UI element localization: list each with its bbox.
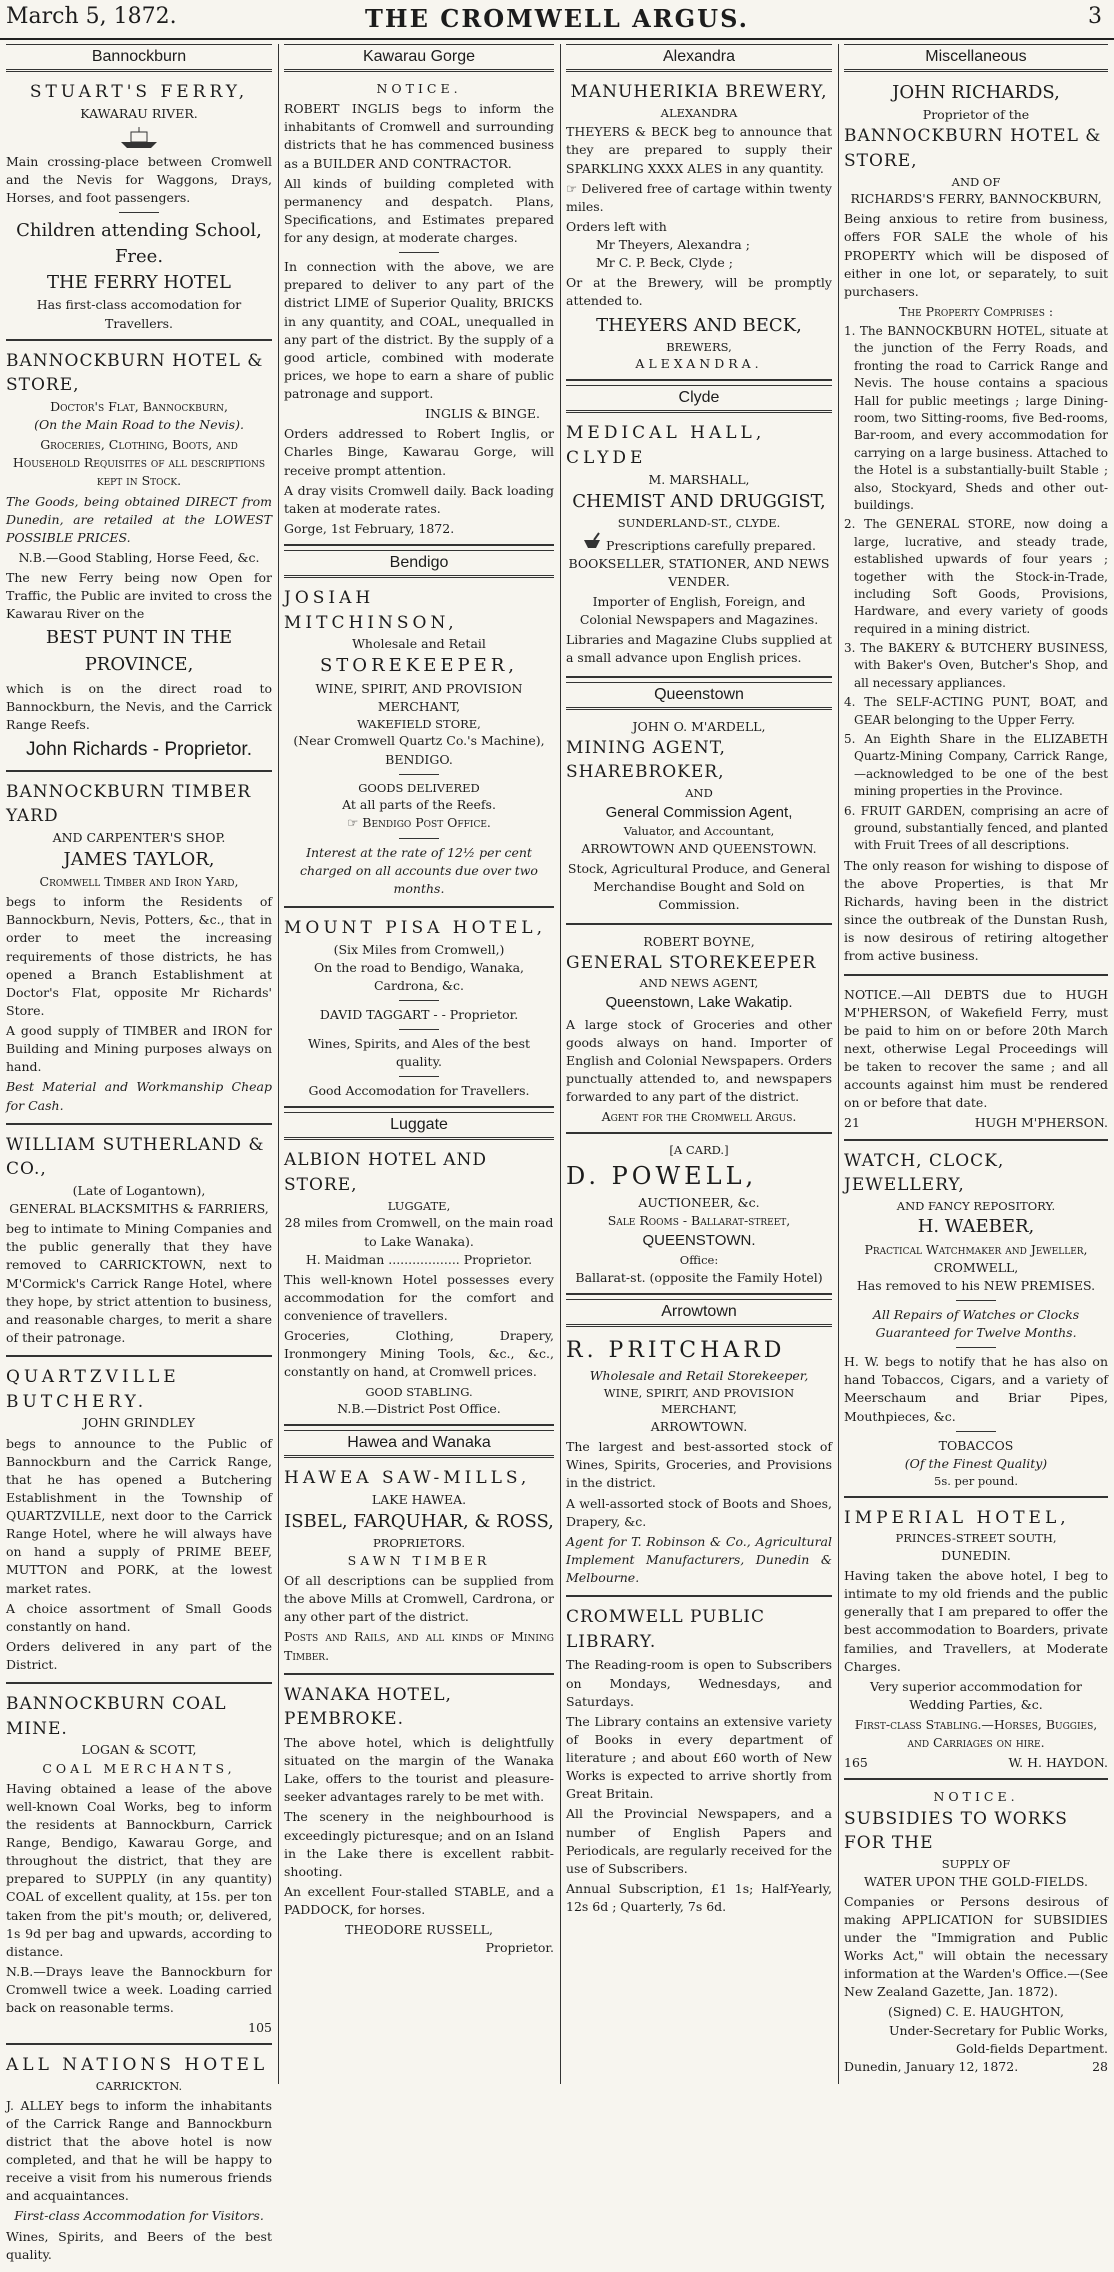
ad-number: 165 [844, 1755, 868, 1771]
masthead-title: THE CROMWELL ARGUS. [365, 4, 749, 33]
ad-number: 105 [248, 2020, 272, 2036]
ad-text: PRINCES-STREET SOUTH, [895, 1531, 1057, 1546]
ad-text: Main crossing-place between Cromwell and the Nevis for Waggons, Drays, Horses, and foot passengers. [6, 153, 272, 206]
ad-heading: NOTICE. [376, 81, 462, 96]
ad-text: The new Ferry being now Open for Traffic, the Public are invited to cross the Kawarau River on the [6, 570, 272, 622]
divider [956, 1300, 996, 1301]
list-item: 5. An Eighth Share in the ELIZABETH Quartz-Mining Company, Carrick Range,—acknowledged to be one of the best mining properties in the Province. [844, 732, 1108, 799]
ad-text: Libraries and Magazine Clubs supplied at a small advance upon English prices. [566, 632, 832, 666]
ad-title: BANNOCKBURN HOTEL & STORE, [844, 126, 1102, 171]
divider [956, 1431, 996, 1432]
ad-text: H. W. begs to notify that he has also on hand Tobaccos, Cigars, and a variety of Meerschaum and Briar Pipes, Mouthpieces, &c. [844, 1354, 1108, 1424]
ad-text: 28 miles from Cromwell, on the main road to Lake Wanaka). [284, 1215, 554, 1249]
ad-imperial-hotel [844, 1502, 1108, 1781]
ad-text: ARROWTOWN AND QUEENSTOWN. [581, 841, 817, 856]
ad-title: ALBION HOTEL AND STORE, [284, 1150, 487, 1196]
ad-text: DUNEDIN. [941, 1547, 1011, 1563]
section-header-arrowtown: Arrowtown [566, 1299, 832, 1327]
ad-title: STUART'S FERRY, [29, 82, 249, 102]
masthead [0, 0, 1114, 40]
ad-title: BANNOCKBURN HOTEL & STORE, [6, 350, 264, 396]
divider [399, 1029, 439, 1030]
ad-text: A large stock of Groceries and other goods always on hand. Importer of English and Colonial Newspapers. Orders punctually attended to, and newspapers forwarded to any part of the district. [566, 1016, 832, 1105]
ad-text: BEST PUNT IN THE PROVINCE, [45, 627, 233, 675]
ad-text: A well-assorted stock of Boots and Shoes, Drapery, &c. [566, 1495, 832, 1529]
ad-waeber-watchmaker [844, 1145, 1108, 1498]
divider [399, 1076, 439, 1077]
ad-text: SUNDERLAND-ST., CLYDE. [617, 515, 781, 530]
ad-text: Of all descriptions can be supplied from the above Mills at Cromwell, Cardrona, or any other part of the district. [284, 1573, 554, 1625]
ad-subtitle: (Six Miles from Cromwell,) [333, 941, 505, 957]
ad-text: Prescriptions carefully prepared. [606, 537, 816, 553]
ad-text: The largest and best-assorted stock of Wines, Spirits, Groceries, and Provisions in the district. [566, 1439, 832, 1491]
ad-text: First-class Stabling.—Horses, Buggies, and Carriages on hire. [854, 1717, 1098, 1751]
ad-footer [844, 2058, 1108, 2076]
ad-coal-mine [6, 1688, 272, 2045]
ad-text: AUCTIONEER, &c. [638, 1194, 760, 1210]
ad-text: AND FANCY REPOSITORY. [896, 1198, 1056, 1213]
ad-text: TOBACCOS [938, 1437, 1014, 1453]
ad-text: A good supply of TIMBER and IRON for Building and Mining purposes always on hand. [6, 1023, 272, 1075]
ad-text: WATER UPON THE GOLD-FIELDS. [863, 1873, 1089, 1889]
ad-text: WAKEFIELD STORE, [357, 716, 481, 731]
ad-text: ARROWTOWN. [650, 1419, 748, 1435]
ad-place: LUGGATE, [387, 1198, 451, 1213]
ad-text: ROBERT INGLIS begs to inform the inhabitants of Cromwell and surrounding districts that he has commenced business as a BUILDER AND CONTRACTOR. [284, 101, 554, 171]
ad-text: Or at the Brewery, will be promptly attended to. [566, 275, 832, 309]
ad-text: N.B.—Drays leave the Bannockburn for Cromwell twice a week. Loading carried back on reasonable terms. [6, 1963, 272, 2016]
ad-title: QUARTZVILLE BUTCHERY. [6, 1367, 180, 1412]
list-item: 6. FRUIT GARDEN, comprising an acre of ground, substantially fenced, and planted with Fruit Trees of all descriptions. [844, 803, 1108, 853]
ad-text: Cromwell Timber and Iron Yard, [39, 874, 239, 890]
ad-mitchinson [284, 582, 554, 908]
ad-name: LOGAN & SCOTT, [81, 1742, 197, 1758]
ad-place: CARRICKTON. [95, 2079, 183, 2094]
ad-place: ALEXANDRA [660, 105, 738, 120]
ad-text: The above hotel, which is delightfully situated on the margin of the Wanaka Lake, offers to the tourist and pleasure-seeker advantages rarely to be met with. [284, 1734, 554, 1805]
ad-stuarts-ferry [6, 76, 272, 341]
ad-subsidies-notice [844, 1784, 1108, 2081]
ad-text: Practical Watchmaker and Jeweller, [864, 1241, 1088, 1257]
ad-text: N.B.—Good Stabling, Horse Feed, &c. [18, 549, 260, 565]
column-1 [0, 44, 278, 2262]
ad-text: Interest at the rate of 12½ per cent charged on all accounts due over two months. [300, 844, 538, 896]
ad-title: WANAKA HOTEL, PEMBROKE. [284, 1684, 452, 1730]
ad-text: On the road to Bendigo, Wanaka, Cardrona, &c. [314, 959, 524, 993]
ad-text: Importer of English, Foreign, and Colonial Newspapers and Magazines. [579, 594, 819, 628]
ad-text: Orders delivered in any part of the District. [6, 1638, 272, 1672]
ad-wanaka-hotel [284, 1679, 554, 1964]
ad-name: M. MARSHALL, [648, 471, 750, 487]
ad-place: LAKE HAWEA. [371, 1492, 467, 1507]
ad-text: Children attending School, Free. [16, 220, 262, 268]
ad-cromwell-library [566, 1601, 832, 1924]
ad-title: R. PRITCHARD [566, 1337, 786, 1363]
ad-text: Under-Secretary for Public Works, [888, 2022, 1108, 2038]
ad-name: ROBERT BOYNE, [643, 933, 755, 949]
section-header-bendigo: Bendigo [284, 550, 554, 578]
ad-text: An excellent Four-stalled STABLE, and a PADDOCK, for horses. [284, 1883, 554, 1918]
ad-text: The Reading-room is open to Subscribers on Mondays, Wednesdays, and Saturdays. [566, 1657, 832, 1709]
ad-text: GOODS DELIVERED [358, 780, 480, 795]
ad-title: MEDICAL HALL, CLYDE [566, 423, 766, 469]
ad-text: The Property Comprises : [898, 303, 1054, 319]
ad-text: First-class Accommodation for Visitors. [14, 2208, 264, 2224]
section-header-queenstown: Queenstown [566, 682, 832, 710]
section-header-bannockburn: Bannockburn [6, 44, 272, 72]
ad-text: Good Accomodation for Travellers. [308, 1083, 530, 1099]
ad-text: The only reason for wishing to dispose of the above Properties, is that Mr Richards, having been in the district since the outbreak of the Dunstan Rush, is now desirous of retiring altogether from active business. [844, 857, 1108, 964]
ad-title: MOUNT PISA HOTEL, [284, 917, 546, 938]
ad-text: (Near Cromwell Quartz Co.'s Machine), [293, 733, 545, 749]
ad-subtitle: Wholesale and Retail [352, 636, 486, 652]
pointing-hand-icon: ☞ [566, 180, 578, 196]
ad-text: (On the Main Road to the Nevis). [34, 417, 244, 433]
ad-text: A choice assortment of Small Goods constantly on hand. [6, 1600, 272, 1634]
ad-text: AND [685, 785, 713, 800]
ad-signature: INGLIS & BINGE. [425, 406, 540, 422]
ad-mount-pisa-hotel [284, 912, 554, 1109]
ad-title: SUBSIDIES TO WORKS FOR THE [844, 1808, 1068, 1854]
ad-title: WILLIAM SUTHERLAND & CO., [6, 1134, 265, 1180]
ad-signature: W. H. HAYDON. [1008, 1755, 1108, 1771]
ad-text: NOTICE.—All DEBTS due to HUGH M'PHERSON, of Wakefield Ferry, must be paid to him on or before 20th March next, otherwise Legal Proceedings will be taken to recover the same ; and all accounts against him must be rendered on or before that date. [844, 986, 1108, 1111]
section-header-alexandra: Alexandra [566, 44, 832, 72]
pointing-hand-icon: ☞ [347, 815, 359, 831]
divider [399, 1000, 439, 1001]
ad-text: BOOKSELLER, STATIONER, AND NEWS VENDER. [568, 555, 830, 589]
ad-text: Delivered free of cartage within twenty miles. [566, 180, 832, 214]
ad-text: STOREKEEPER, [319, 655, 519, 677]
ad-signature: THEYERS AND BECK, [596, 314, 802, 336]
mortar-pestle-icon [582, 532, 602, 550]
ad-text: QUEENSTOWN. [642, 1232, 756, 1250]
ad-mcardell [566, 714, 832, 925]
ad-text: Ballarat-st. (opposite the Family Hotel) [575, 1269, 823, 1285]
ad-text: J. ALLEY begs to inform the inhabitants of the Carrick Range and Bannockburn district that the above hotel is now completed, and that he will be happy to receive a visit from his numerous friends and acquaintances. [6, 2097, 272, 2204]
ad-text: H. Maidman .................. Proprietor. [305, 1251, 533, 1267]
divider [399, 774, 439, 775]
ad-text: RICHARDS'S FERRY, BANNOCKBURN, [850, 191, 1102, 207]
ad-date: Gorge, 1st February, 1872. [284, 520, 455, 536]
ad-text: COAL MERCHANTS, [42, 1760, 236, 1776]
ad-text: Agent for the Cromwell Argus. [601, 1109, 797, 1125]
property-list [844, 323, 1108, 855]
ad-title: ALL NATIONS HOTEL [6, 2055, 269, 2076]
ad-text [284, 814, 554, 832]
ad-text: This well-known Hotel possesses every accommodation for the comfort and convenience of travellers. [284, 1271, 554, 1324]
ad-text: Groceries, Clothing, Drapery, Ironmongery Mining Tools, &c., &c., constantly on hand, at Cromwell prices. [284, 1328, 554, 1380]
ad-inglis-notice [284, 76, 554, 546]
ad-text: Annual Subscription, £1 1s; Half-Yearly, 12s 6d ; Quarterly, 7s 6d. [566, 1880, 832, 1915]
ad-text: Best Material and Workmanship Cheap for Cash. [6, 1079, 272, 1113]
ad-text: AND OF [951, 174, 1001, 189]
ad-text: Proprietor. [485, 1940, 554, 1956]
ad-all-nations-hotel [6, 2049, 272, 2271]
ad-text [566, 180, 832, 216]
ad-signature: John Richards - Proprietor. [26, 739, 252, 761]
ad-pritchard [566, 1331, 832, 1597]
ad-text: [A CARD.] [669, 1143, 729, 1158]
section-header-hawea: Hawea and Wanaka [284, 1430, 554, 1458]
column-4 [838, 44, 1114, 2084]
ad-name: JAMES TAYLOR, [63, 848, 215, 870]
ad-text: Very superior accommodation for Wedding Parties, &c. [870, 1678, 1082, 1712]
ad-title: BANNOCKBURN TIMBER YARD [6, 781, 252, 827]
ad-name: H. WAEBER, [917, 1216, 1035, 1238]
ad-title: MINING AGENT, SHAREBROKER, [566, 737, 726, 783]
ad-text: Having obtained a lease of the above well-known Coal Works, beg to inform the residents at Bannockburn, Carrick Range, Bendigo, Kawarau Gorge, and throughout the district, that they are prepared to SUPPLY (in any quantity) COAL of excellent quality, at 15s. per ton taken from the pit's mouth; or, delivered, 1s 9d per bag and upwards, according to distance. [6, 1780, 272, 1959]
ad-text: CHEMIST AND DRUGGIST, [572, 490, 826, 512]
ad-text: Agent for T. Robinson & Co., Agricultural Implement Manufacturers, Dunedin & Melbourne. [566, 1533, 832, 1586]
ad-text: THE FERRY HOTEL [47, 272, 231, 294]
ad-title: D. POWELL, [566, 1162, 758, 1191]
ad-text: In connection with the above, we are prepared to deliver to any part of the district LIME of Superior Quality, BRICKS in any quantity, and COAL, unequalled in any part of the district. By the supply of a good article, combined with moderate prices, we hope to earn a share of public patronage and support. [284, 259, 554, 401]
ad-title: BANNOCKBURN COAL MINE. [6, 1694, 227, 1739]
section-header-clyde: Clyde [566, 385, 832, 413]
ad-text: GENERAL BLACKSMITHS & FARRIERS, [9, 1201, 269, 1217]
ad-text: BREWERS, [666, 339, 732, 354]
ad-title: IMPERIAL HOTEL, [844, 1507, 1070, 1528]
ad-name: JOHN GRINDLEY [82, 1415, 196, 1431]
divider [399, 252, 439, 253]
ad-text: SUPPLY OF [941, 1856, 1011, 1871]
ad-text: begs to inform the Residents of Bannockburn, Nevis, Potters, &c., that in order to meet the increasing requirements of those districts, he has opened a Branch Establishment at Doctor's Flat, opposite Mr Richards' Store. [6, 894, 272, 1018]
ad-text: CROMWELL, [933, 1259, 1019, 1275]
divider [399, 838, 439, 839]
ad-text: ALEXANDRA. [635, 356, 763, 372]
ad-name: JOHN RICHARDS, [892, 82, 1060, 103]
section-header-luggate: Luggate [284, 1112, 554, 1140]
ad-text: Companies or Persons desirous of making APPLICATION for SUBSIDIES under the "Immigration and Public Works Act," will obtain the necessary information at the Warden's Office.—(See New Zealand Gazette, Jan. 1872). [844, 1893, 1108, 2000]
section-header-misc: Miscellaneous [844, 44, 1108, 72]
ad-text: The Goods, being obtained DIRECT from Dunedin, are retailed at the LOWEST POSSIBLE PRICES. [6, 493, 272, 545]
ad-subtitle: AND CARPENTER'S SHOP. [52, 829, 226, 845]
ad-text: Orders left with [566, 218, 667, 234]
ad-place: KAWARAU RIVER. [80, 105, 198, 121]
ad-text: All Repairs of Watches or Clocks Guaranteed for Twelve Months. [872, 1306, 1080, 1341]
ad-number: 28 [1092, 2058, 1108, 2074]
ad-hawea-saw-mills [284, 1462, 554, 1674]
list-item: 2. The GENERAL STORE, now doing a large, lucrative, and steady trade, established upwards of four years ; together with the Stock-in-Trade, including Soft Goods, Provisions, Hardware, and every variety of goods required in a mining district. [844, 517, 1108, 636]
ad-footer [844, 1114, 1108, 1132]
ad-text: Sale Rooms - Ballarat-street, [607, 1213, 791, 1229]
ad-text: The Library contains an extensive variety of Books in every department of literature ; and about £60 worth of New Works is expected to arrive shortly from Great Britain. [566, 1713, 832, 1802]
ad-text: Proprietor of the [922, 107, 1030, 123]
ad-sutherland [6, 1129, 272, 1357]
ad-text: begs to announce to the Public of Bannockburn and the Carrick Range, that he has opened a Butchering Establishment in the Township of QUARTZVILLE, next door to the Carrick Range Hotel, where he will always have on hand a supply of PRIME BEEF, MUTTON and PORK, at the lowest market rates. [6, 1435, 272, 1596]
ad-signature: (Signed) C. E. HAUGHTON, [888, 2004, 1064, 2020]
ad-number: 21 [844, 1115, 860, 1131]
ad-text: AND NEWS AGENT, [639, 976, 759, 991]
list-item: 4. The SELF-ACTING PUNT, BOAT, and GEAR belonging to the Upper Ferry. [844, 695, 1108, 727]
ad-text: All the Provincial Newspapers, and a number of English Papers and Periodicals, are regularly received for the use of Subscribers. [566, 1806, 832, 1876]
ad-text: At all parts of the Reefs. [342, 797, 496, 813]
ad-albion-hotel [284, 1144, 554, 1426]
ad-text: General Commission Agent, [605, 803, 793, 821]
ad-name: ISBEL, FARQUHAR, & ROSS, [284, 1511, 554, 1533]
ad-subtitle: Doctor's Flat, Bannockburn, [50, 398, 228, 414]
ad-text: which is on the direct road to Bannockburn, the Nevis, and the Carrick Range Reefs. [6, 680, 272, 732]
ad-text: Having taken the above hotel, I beg to intimate to my old friends and the public generally that I am prepared to offer the best accommodation to Boarders, private families, and Travellers, at Moderate Charges. [844, 1568, 1108, 1674]
ad-timber-yard [6, 776, 272, 1125]
ad-powell-auctioneer [566, 1138, 832, 1294]
ad-text: Wines, Spirits, and Ales of the best quality. [307, 1036, 531, 1070]
list-item: 1. The BANNOCKBURN HOTEL, situate at the junction of the Ferry Roads, and fronting the road to Carrick Range and Nevis. The house contains a spacious Hall for public meetings ; large Dining-room, two Sitting-rooms, five Bed-rooms, Bar-room, and every accommodation for carrying on a large business. Attached to the Hotel is a substantially-built Stable ; also, Stockyard, Sheds and other out-buildings. [844, 324, 1108, 512]
ad-text: Bendigo Post Office. [362, 815, 491, 831]
ad-name: THEODORE RUSSELL, [345, 1922, 493, 1938]
ad-text: Orders addressed to Robert Inglis, or Charles Binge, Kawarau Gorge, will receive prompt attention. [284, 426, 554, 478]
ad-text: Mr C. P. Beck, Clyde ; [596, 255, 733, 271]
column-2 [278, 44, 560, 2084]
ad-text: DAVID TAGGART - - Proprietor. [319, 1006, 519, 1022]
ad-title: GENERAL STOREKEEPER [566, 952, 817, 973]
ad-name: JOHN O. M'ARDELL, [632, 718, 766, 734]
ad-text: BENDIGO. [385, 751, 453, 767]
ad-john-richards-sale [844, 76, 1108, 976]
ad-text: A dray visits Cromwell daily. Back loading taken at moderate rates. [284, 482, 554, 516]
ad-manuherikia-brewery [566, 76, 832, 381]
ad-title: JOSIAH MITCHINSON, [284, 588, 458, 633]
ad-text: Gold-fields Department. [955, 2040, 1108, 2056]
masthead-date: March 5, 1872. [6, 4, 177, 29]
ad-text: Valuator, and Accountant, [623, 824, 775, 839]
ad-title: CROMWELL PUBLIC LIBRARY. [566, 1607, 765, 1652]
ad-signature: HUGH M'PHERSON. [974, 1115, 1108, 1131]
ad-text: Has first-class accomodation for Travellers. [36, 297, 242, 331]
ad-title: MANUHERIKIA BREWERY, [570, 82, 828, 102]
ad-text [566, 532, 832, 555]
ad-text: THEYERS & BECK beg to announce that they are prepared to supply their SPARKLING XXXX ALES in any quantity. [566, 124, 832, 176]
ad-text: Mr Theyers, Alexandra ; [596, 237, 750, 253]
ad-text: All kinds of building completed with permanency and despatch. Plans, Specifications, and Estimates prepared for any design, at moderate charges. [284, 175, 554, 245]
ferry-boat-icon [119, 126, 159, 150]
ad-text: PROPRIETORS. [372, 1536, 466, 1551]
ad-text: Wines, Spirits, and Beers of the best quality. [6, 2228, 272, 2262]
ad-text: Stock, Agricultural Produce, and General Merchandise Bought and Sold on Commission. [567, 861, 831, 913]
ad-text: (Of the Finest Quality) [904, 1455, 1048, 1471]
list-item: 3. The BAKERY & BUTCHERY BUSINESS, with Baker's Oven, Butcher's Shop, and all necessary appliances. [844, 641, 1108, 690]
ad-title: HAWEA SAW-MILLS, [284, 1468, 531, 1489]
ad-text: N.B.—District Post Office. [337, 1401, 501, 1417]
section-header-kawarau: Kawarau Gorge [284, 44, 554, 72]
ad-text: beg to intimate to Mining Companies and the public generally that they have removed to CARRICKTOWN, next to M'Cormick's Carrick Range Hotel, where they hope, by strict attention to business, and reasonable charges, to merit a share of their patronage. [6, 1221, 272, 1345]
ad-subtitle: (Late of Logantown), [72, 1182, 206, 1198]
page-number: 3 [1088, 4, 1102, 29]
ad-text: WINE, SPIRIT, AND PROVISION MERCHANT, [315, 680, 523, 714]
divider [119, 212, 159, 213]
divider [956, 1347, 996, 1348]
ad-text: Queenstown, Lake Wakatip. [605, 993, 793, 1011]
ad-text: 5s. per pound. [934, 1473, 1018, 1488]
ad-mpherson-notice [844, 980, 1108, 1141]
ad-text: The scenery in the neighbourhood is exceedingly picturesque; and on an Island in the Lake there is excellent rabbit-shooting. [284, 1809, 554, 1879]
ad-text: Being anxious to retire from business, offers FOR SALE the whole of his PROPERTY which will be disposed of either in one lot, or separately, to suit purchasers. [844, 211, 1108, 299]
ad-text: SAWN TIMBER [347, 1552, 491, 1568]
ad-medical-hall [566, 417, 832, 677]
ad-quartzville-butchery [6, 1361, 272, 1684]
ad-heading: NOTICE. [933, 1789, 1019, 1805]
ad-bannockburn-hotel [6, 345, 272, 772]
column-3 [560, 44, 838, 2084]
ad-footer [844, 1754, 1108, 1772]
ad-text: GOOD STABLING. [365, 1384, 473, 1399]
ad-robert-boyne [566, 929, 832, 1135]
ad-text: Wholesale and Retail Storekeeper, [589, 1367, 809, 1383]
ad-text: Has removed to his NEW PREMISES. [856, 1277, 1096, 1293]
ad-text: Posts and Rails, and all kinds of Mining Timber. [284, 1629, 554, 1663]
ad-date: Dunedin, January 12, 1872. [844, 2058, 1019, 2074]
ad-text: WINE, SPIRIT, AND PROVISION MERCHANT, [603, 1385, 795, 1417]
ad-text: Office: [679, 1252, 719, 1267]
ad-title: WATCH, CLOCK, JEWELLERY, [844, 1150, 1005, 1196]
ad-text: Groceries, Clothing, Boots, and Household Requisites of all descriptions kept in Stock. [12, 437, 266, 489]
